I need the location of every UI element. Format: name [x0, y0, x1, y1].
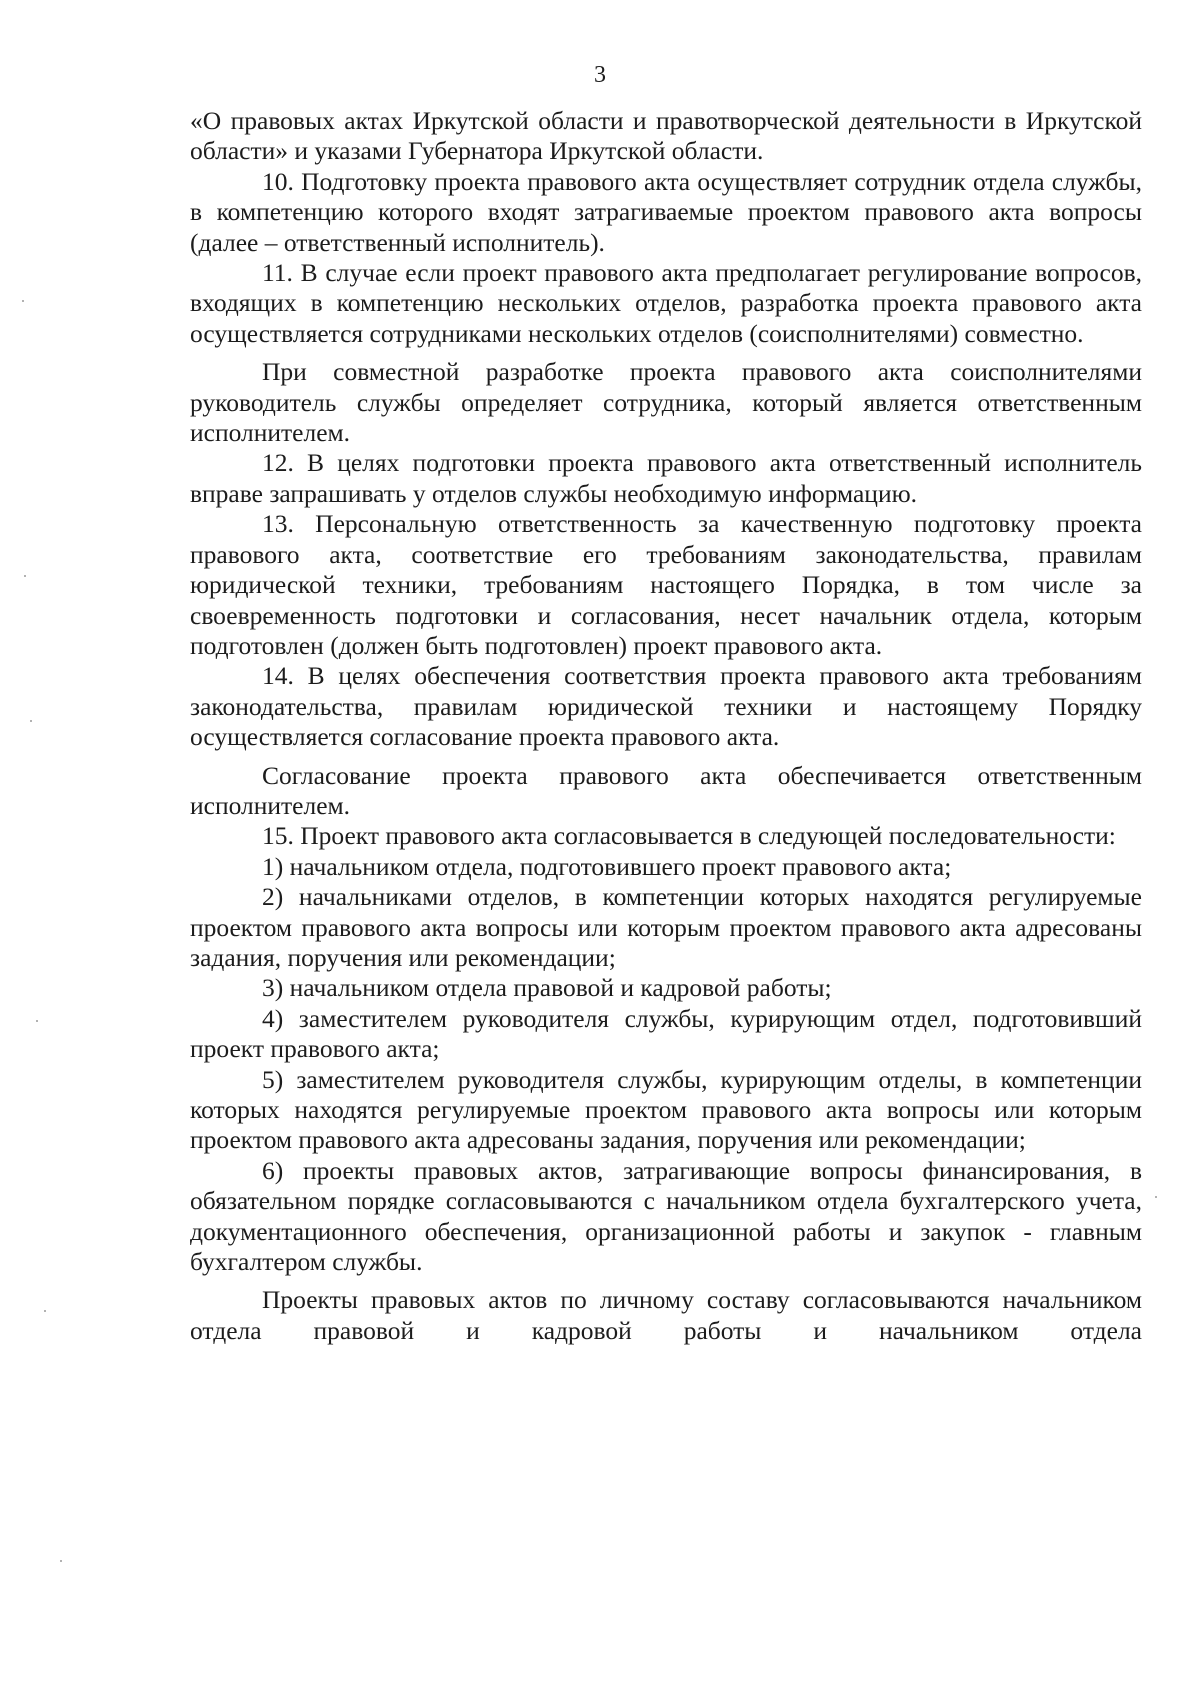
scan-speck	[60, 1560, 62, 1562]
document-body	[190, 106, 1142, 1346]
list-item-4: 4) заместителем руководителя службы, курирующим отдел, подготовивший проект правового акта;	[190, 1003, 1142, 1064]
paragraph-item-14: 14. В целях обеспечения соответствия проекта правового акта требованиям законодательства, правилам юридической техники и настоящему Порядку осуществляется согласование проекта правового акта.	[190, 661, 1142, 752]
list-item-2: 2) начальниками отделов, в компетенции которых находятся регулируемые проектом правового акта вопросы или которым проектом правового акта адресованы задания, поручения или рекомендации;	[190, 882, 1142, 972]
paragraph-item-12: 12. В целях подготовки проекта правового акта ответственный исполнитель вправе запрашивать у отделов службы необходимую информацию.	[190, 448, 1142, 508]
scan-speck	[1155, 1196, 1157, 1198]
scan-speck	[30, 720, 32, 722]
paragraph-joint-development: При совместной разработке проекта правового акта соисполнителями руководитель службы определяет сотрудника, который является ответственным исполнителем.	[190, 357, 1142, 448]
list-item-5: 5) заместителем руководителя службы, курирующим отделы, в компетенции которых находятся регулируемые проектом правового акта вопросы или которым проектом правового акта адресованы задания, поручения или рекомендации;	[190, 1064, 1142, 1155]
list-item-6: 6) проекты правовых актов, затрагивающие вопросы финансирования, в обязательном порядке согласовываются с начальником отдела бухгалтерского учета, документационного обеспечения, организационной работы и закупок - главным бухгалтером службы.	[190, 1155, 1142, 1277]
paragraph-item-13: 13. Персональную ответственность за качественную подготовку проекта правового акта, соответствие его требованиям законодательства, правилам юридической техники, требованиям настоящего Порядка, в том числе за своевременность подготовки и согласования, несет начальник отдела, которым подготовлен (должен быть подготовлен) проект правового акта.	[190, 509, 1142, 660]
scan-speck	[44, 1310, 46, 1312]
page-number: 3	[594, 62, 606, 88]
scan-speck	[36, 1020, 38, 1022]
scan-speck	[24, 575, 26, 577]
paragraph-item-10: 10. Подготовку проекта правового акта осуществляет сотрудник отдела службы, в компетенцию которого входят затрагиваемые проектом правового акта вопросы (далее – ответственный исполнитель).	[190, 166, 1142, 257]
paragraph-approval-provision: Согласование проекта правового акта обеспечивается ответственным исполнителем.	[190, 760, 1142, 820]
paragraph-item-15: 15. Проект правового акта согласовывается в следующей последовательности:	[262, 821, 1116, 851]
paragraph-item-11: 11. В случае если проект правового акта предполагает регулирование вопросов, входящих в компетенцию нескольких отделов, разработка проекта правового акта осуществляется сотрудниками нескольких отделов (соисполнителями) совместно.	[190, 258, 1142, 348]
scan-speck	[22, 300, 24, 302]
paragraph-personnel-acts: Проекты правовых актов по личному составу согласовываются начальником отдела правовой и кадровой работы и начальником отдела	[190, 1285, 1142, 1345]
paragraph-continuation: «О правовых актах Иркутской области и правотворческой деятельности в Иркутской области» и указами Губернатора Иркутской области.	[190, 106, 1142, 166]
list-item-3: 3) начальником отдела правовой и кадровой работы;	[262, 973, 832, 1003]
list-item-1: 1) начальником отдела, подготовившего проект правового акта;	[262, 851, 952, 881]
